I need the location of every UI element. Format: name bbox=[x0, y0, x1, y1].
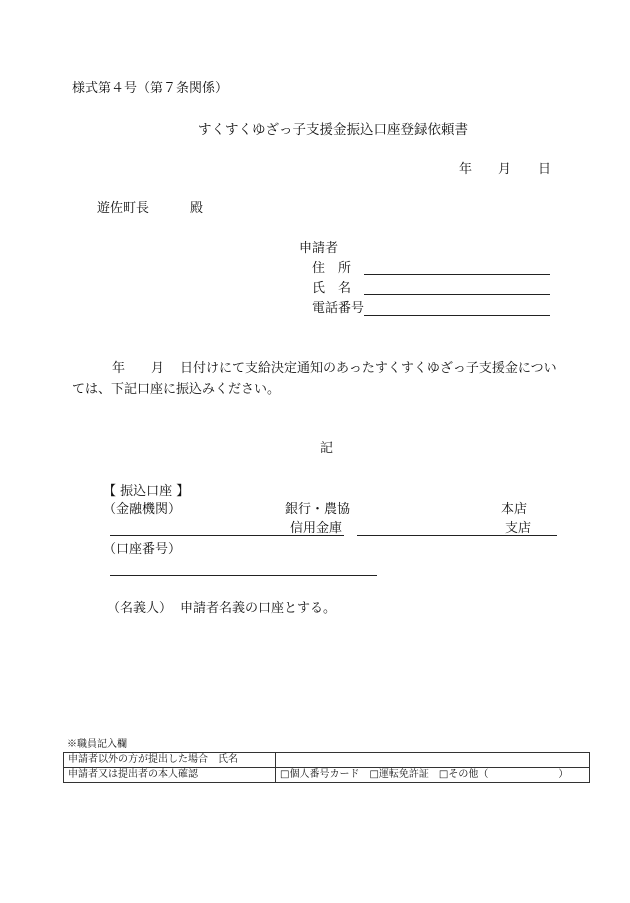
body-line2: ては、下記口座に振込みください。 bbox=[72, 382, 281, 397]
name-label: 氏 名 bbox=[312, 281, 352, 296]
transfer-heading: 【 振込口座 】 bbox=[103, 484, 190, 499]
addressee-honorific: 殿 bbox=[190, 201, 204, 216]
account-number-label: （口座番号） bbox=[103, 542, 182, 557]
name-field[interactable] bbox=[364, 294, 550, 295]
staff-row2-value[interactable]: □個人番号カード □運転免許証 □その他（ ） bbox=[276, 768, 590, 783]
address-label: 住 所 bbox=[312, 261, 352, 276]
date-year: 年 bbox=[459, 162, 473, 177]
bank-name-field[interactable] bbox=[110, 535, 344, 536]
table-row bbox=[64, 768, 590, 783]
phone-label: 電話番号 bbox=[312, 301, 365, 316]
address-field[interactable] bbox=[364, 274, 550, 275]
phone-field[interactable] bbox=[364, 315, 550, 316]
ki-heading: 記 bbox=[320, 441, 334, 456]
staff-heading: ※職員記入欄 bbox=[67, 739, 127, 750]
head-office: 本店 bbox=[501, 502, 528, 517]
addressee-name: 遊佐町長 bbox=[97, 201, 150, 216]
credit-union: 信用金庫 bbox=[290, 521, 343, 536]
body-line1: 日付けにて支給決定通知のあったすくすくゆざっ子支援金につい bbox=[180, 361, 557, 376]
branch: 支店 bbox=[505, 521, 532, 536]
staff-table bbox=[63, 752, 590, 783]
form-number: 様式第４号（第７条関係） bbox=[72, 81, 229, 96]
staff-row2-label: 申請者又は提出者の本人確認 bbox=[64, 768, 276, 783]
staff-row1-value[interactable] bbox=[276, 753, 590, 768]
date-month: 月 bbox=[498, 162, 512, 177]
staff-row1-label: 申請者以外の方が提出した場合 氏名 bbox=[64, 753, 276, 768]
bank-types: 銀行・農協 bbox=[285, 502, 351, 517]
table-row bbox=[64, 753, 590, 768]
applicant-heading: 申請者 bbox=[299, 241, 339, 256]
page-title: すくすくゆざっ子支援金振込口座登録依頼書 bbox=[198, 122, 468, 138]
bank-label: （金融機関） bbox=[103, 502, 182, 517]
date-day: 日 bbox=[538, 162, 552, 177]
body-year: 年 bbox=[112, 361, 126, 376]
account-number-field[interactable] bbox=[110, 575, 377, 576]
body-month: 月 bbox=[151, 361, 165, 376]
holder-label: （名義人） bbox=[107, 601, 173, 616]
holder-value: 申請者名義の口座とする。 bbox=[180, 601, 337, 616]
